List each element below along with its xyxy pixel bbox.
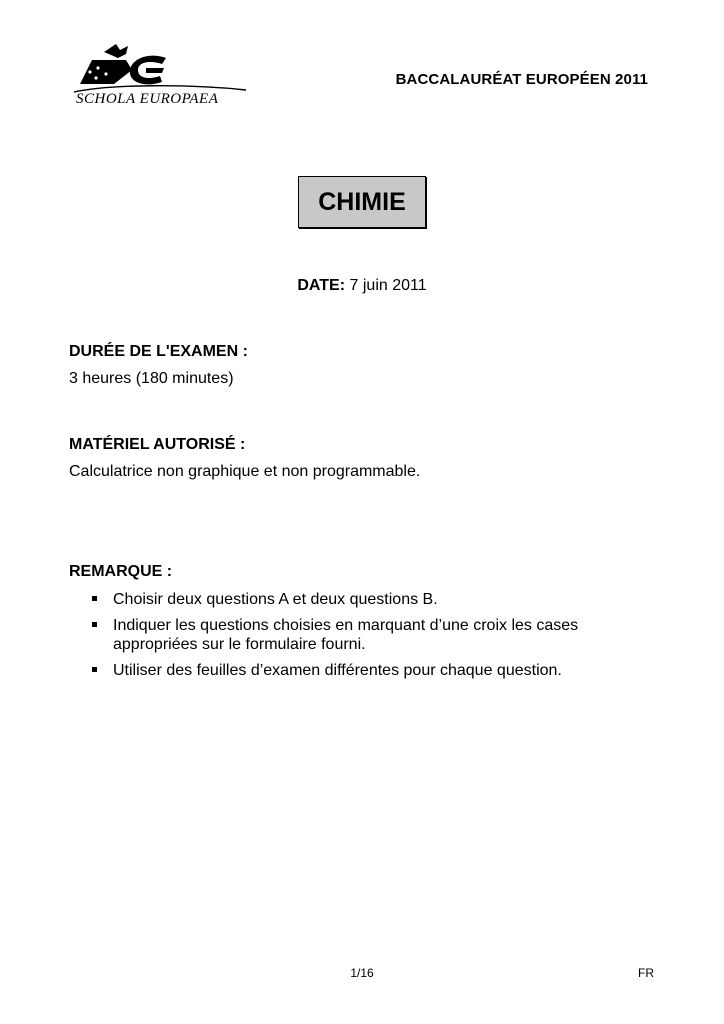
list-item (92, 616, 652, 654)
list-item (92, 661, 652, 680)
square-bullet-icon (92, 667, 97, 672)
language-code: FR (638, 966, 654, 980)
subject-title-box (298, 176, 426, 228)
exam-date (0, 277, 724, 295)
materials-value: Calculatrice non graphique et non programmable. (69, 463, 421, 480)
exam-header-title: BACCALAURÉAT EUROPÉEN 2011 (395, 71, 648, 88)
schola-europaea-logo (70, 40, 250, 106)
logo-graphic (70, 40, 250, 106)
remarks-label: REMARQUE : (69, 563, 173, 580)
remark-text: Utiliser des feuilles d’examen différentes pour chaque question. (113, 662, 562, 679)
date-label: DATE: (297, 277, 346, 294)
remark-text: Indiquer les questions choisies en marquant d’une croix les cases appropriées sur le formulaire fourni. (113, 617, 579, 653)
list-item (92, 590, 652, 609)
date-value: 7 juin 2011 (349, 277, 427, 294)
page-number: 1/16 (350, 966, 374, 980)
subject-title: CHIMIE (318, 187, 406, 216)
duration-value: 3 heures (180 minutes) (69, 370, 234, 387)
duration-label: DURÉE DE L'EXAMEN : (69, 343, 248, 360)
remark-text: Choisir deux questions A et deux questions B. (113, 591, 438, 608)
remarks-list (92, 590, 652, 687)
square-bullet-icon (92, 596, 97, 601)
svg-text:SCHOLA EUROPAEA: SCHOLA EUROPAEA (76, 91, 219, 106)
square-bullet-icon (92, 622, 97, 627)
materials-label: MATÉRIEL AUTORISÉ : (69, 436, 246, 453)
